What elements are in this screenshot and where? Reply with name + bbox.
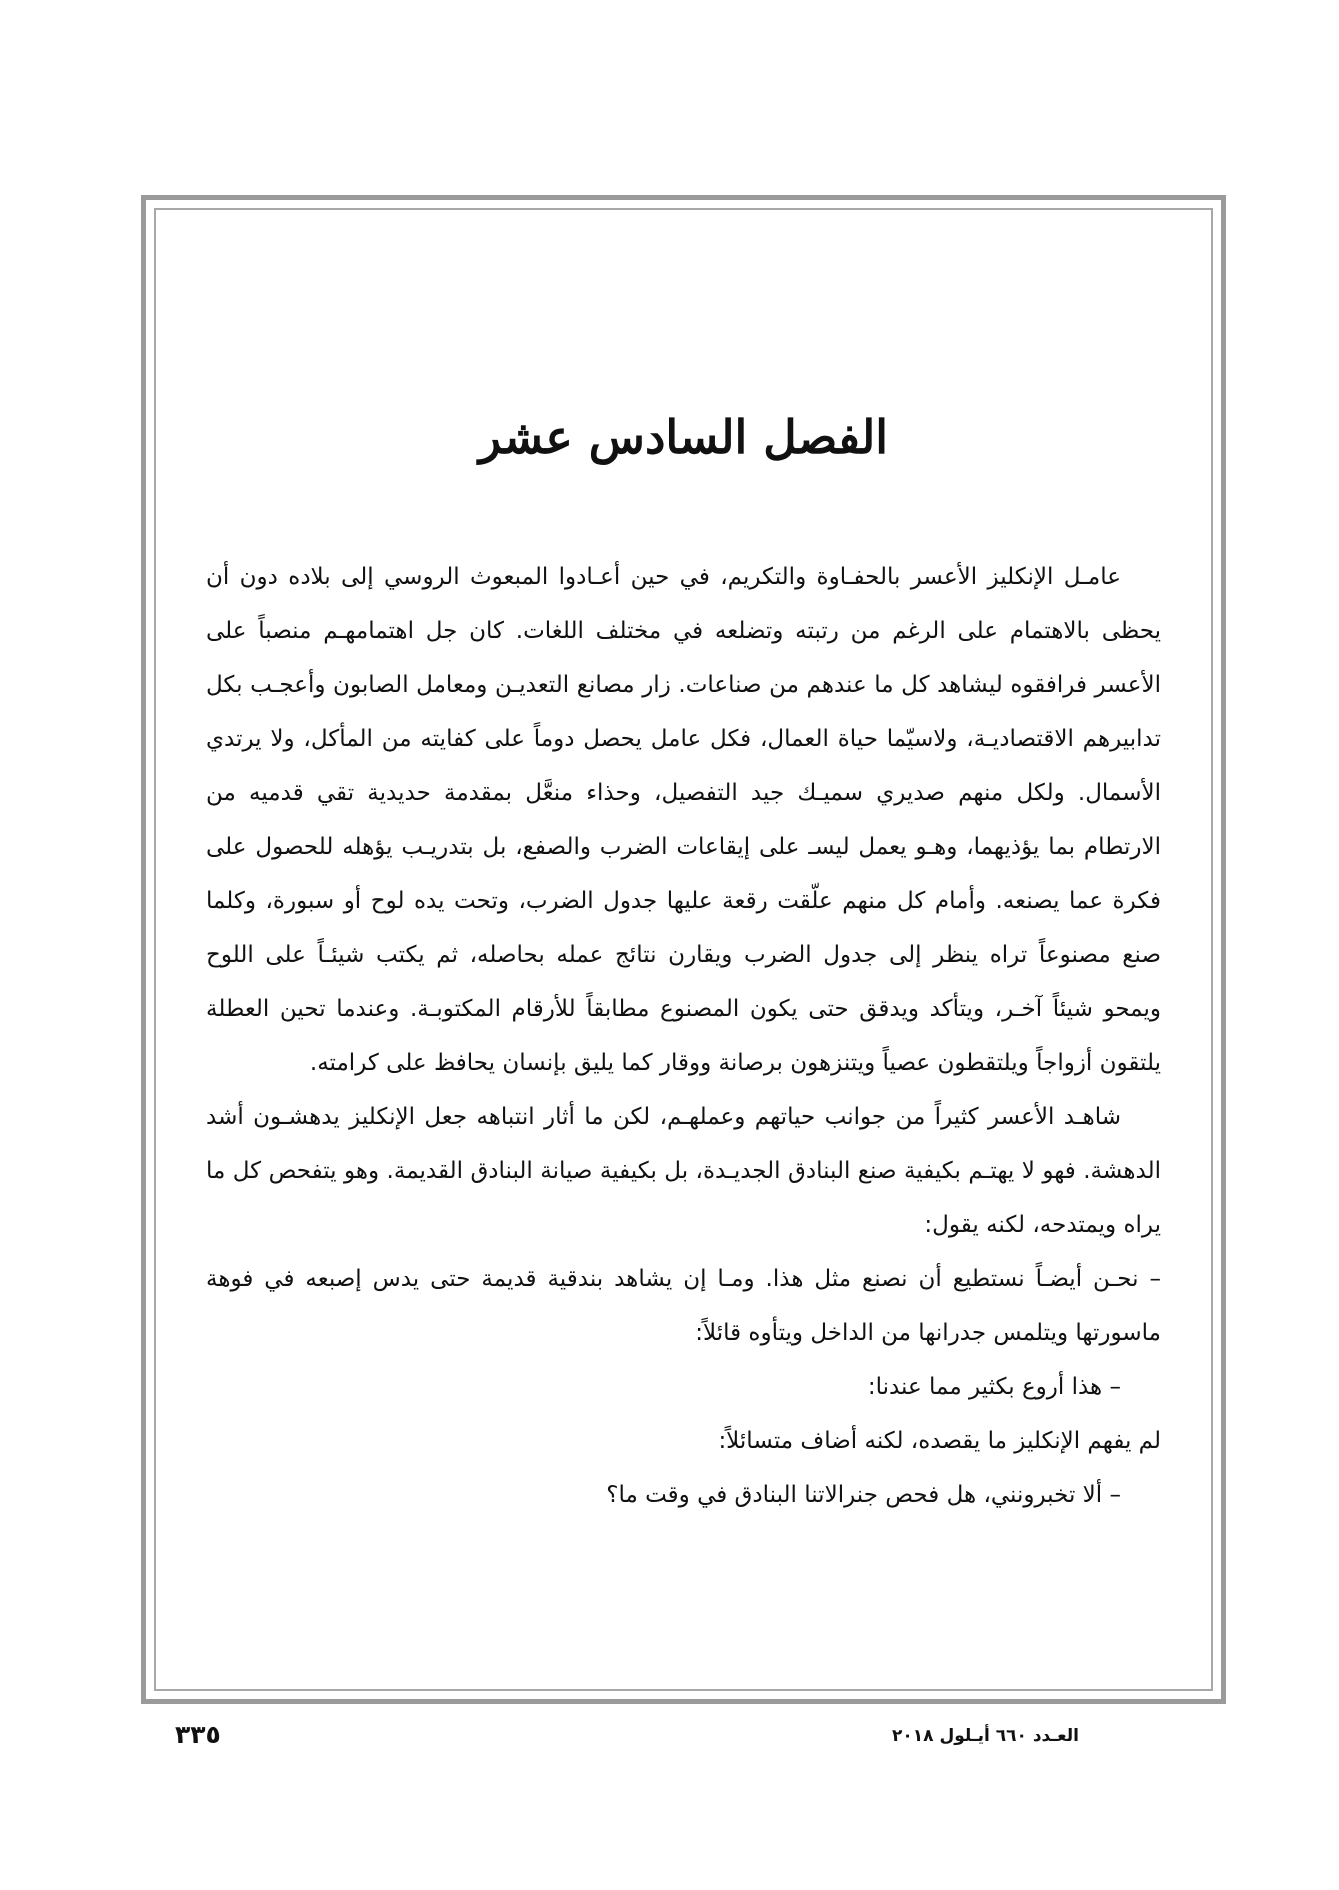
narration-line: لم يفهم الإنكليز ما يقصده، لكنه أضاف متسائلاً: xyxy=(718,1428,1161,1454)
body-text xyxy=(206,550,1161,1522)
chapter-title: الفصل السادس عشر xyxy=(478,410,889,464)
issue-info: العـدد ٦٦٠ أيـلول ٢٠١٨ xyxy=(892,1726,1079,1746)
page-border-inner xyxy=(154,208,1213,1691)
dialog-line-1: – نحـن أيضـاً نستطيع أن نصنع مثل هذا. ومـا إن يشاهد بندقية قديمة حتى يدس إصبعه في فوهة ماسورتها ويتلمس جدرانها من الداخل ويتأوه قائلاً: xyxy=(206,1266,1161,1346)
paragraph-2: شاهـد الأعسر كثيراً من جوانب حياتهم وعملهـم، لكن ما أثار انتباهه جعل الإنكليز يدهشـون أشد الدهشة. فهو لا يهتـم بكيفية صنع البنادق الجديـدة، بل بكيفية صيانة البنادق القديمة. وهو يتفحص كل ما يراه ويمتدحه، لكنه يقول: xyxy=(206,1104,1161,1238)
page-number: ٣٣٥ xyxy=(175,1720,221,1749)
dialog-line-2: – هذا أروع بكثير مما عندنا: xyxy=(867,1374,1121,1400)
dialog-line-3: – ألا تخبرونني، هل فحص جنرالاتنا البنادق في وقت ما؟ xyxy=(606,1482,1121,1508)
page-footer xyxy=(0,1720,1339,1760)
page-border-outer xyxy=(141,195,1226,1704)
paragraph-1: عامـل الإنكليز الأعسر بالحفـاوة والتكريم، في حين أعـادوا المبعوث الروسي إلى بلاده دون أن يحظى بالاهتمام على الرغم من رتبته وتضلعه في مختلف اللغات. كان جل اهتمامهـم منصباً على الأعسر فرافقوه ليشاهد كل ما عندهم من صناعات. زار مصانع التعديـن ومعامل الصابون وأعجـب بكل تدابيرهم الاقتصاديـة، ولاسيّما حياة العمال، فكل عامل يحصل دوماً على كفايته من المأكل، ولا يرتدي الأسمال. ولكل منهم صديري سميـك جيد التفصيل، وحذاء منعَّل بمقدمة حديدية تقي قدميه من الارتطام بما يؤذيهما، وهـو يعمل ليسـ على إيقاعات الضرب والصفع، بل بتدريـب يؤهله للحصول على فكرة عما يصنعه. وأمام كل منهم علّقت رقعة عليها جدول الضرب، وتحت يده لوح أو سبورة، وكلما صنع مصنوعاً تراه ينظر إلى جدول الضرب ويقارن نتائج عمله بحاصله، ثم يكتب شيئـاً على اللوح ويمحو شيئاً آخـر، ويتأكد ويدقق حتى يكون المصنوع مطابقاً للأرقام المكتوبـة. وعندما تحين العطلة يلتقون أزواجاً ويلتقطون عصياً ويتنزهون برصانة ووقار كما يليق بإنسان يحافظ على كرامته. xyxy=(206,564,1161,1076)
